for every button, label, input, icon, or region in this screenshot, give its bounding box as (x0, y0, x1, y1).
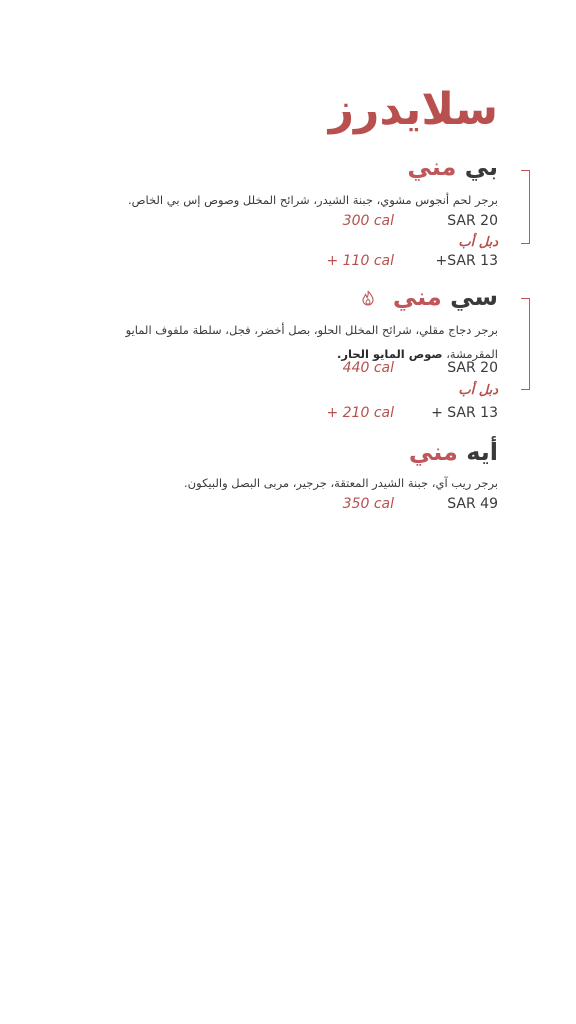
item-bracket (521, 298, 530, 390)
item-price: SAR 20 (447, 360, 498, 376)
double-up-calories: + 110 cal (326, 253, 394, 269)
flame-icon (362, 286, 374, 310)
section-title: سلايدرز (328, 84, 498, 135)
double-up-label: دبل أب (458, 235, 498, 250)
item-price: SAR 20 (447, 213, 498, 229)
double-up-price: +SAR 13 (435, 253, 498, 269)
item-calories: 300 cal (342, 213, 394, 229)
item-calories: 440 cal (342, 360, 394, 376)
double-up-calories: + 210 cal (326, 405, 394, 421)
item-name: سي مني (362, 285, 498, 310)
double-up-label: دبل أب (458, 383, 498, 398)
item-name: بي مني (407, 153, 498, 181)
item-calories: 350 cal (342, 496, 394, 512)
double-up-price: + SAR 13 (431, 405, 498, 421)
item-description: برجر دجاج مقلي، شرائح المخلل الحلو، بصل أخضر، فجل، سلطة ملفوف المايو المقرمشة، صوص المايو الحار. (125, 323, 498, 361)
item-bracket (521, 170, 530, 244)
item-price: SAR 49 (447, 496, 498, 512)
item-name: أيه مني (408, 438, 498, 466)
item-description: برجر ريب آي، جبنة الشيدر المعتقة، جرجير، مربى البصل والبيكون. (184, 476, 498, 490)
item-description: برجر لحم أنجوس مشوي، جبنة الشيدر، شرائح المخلل وصوص إس بي الخاص. (127, 193, 498, 207)
